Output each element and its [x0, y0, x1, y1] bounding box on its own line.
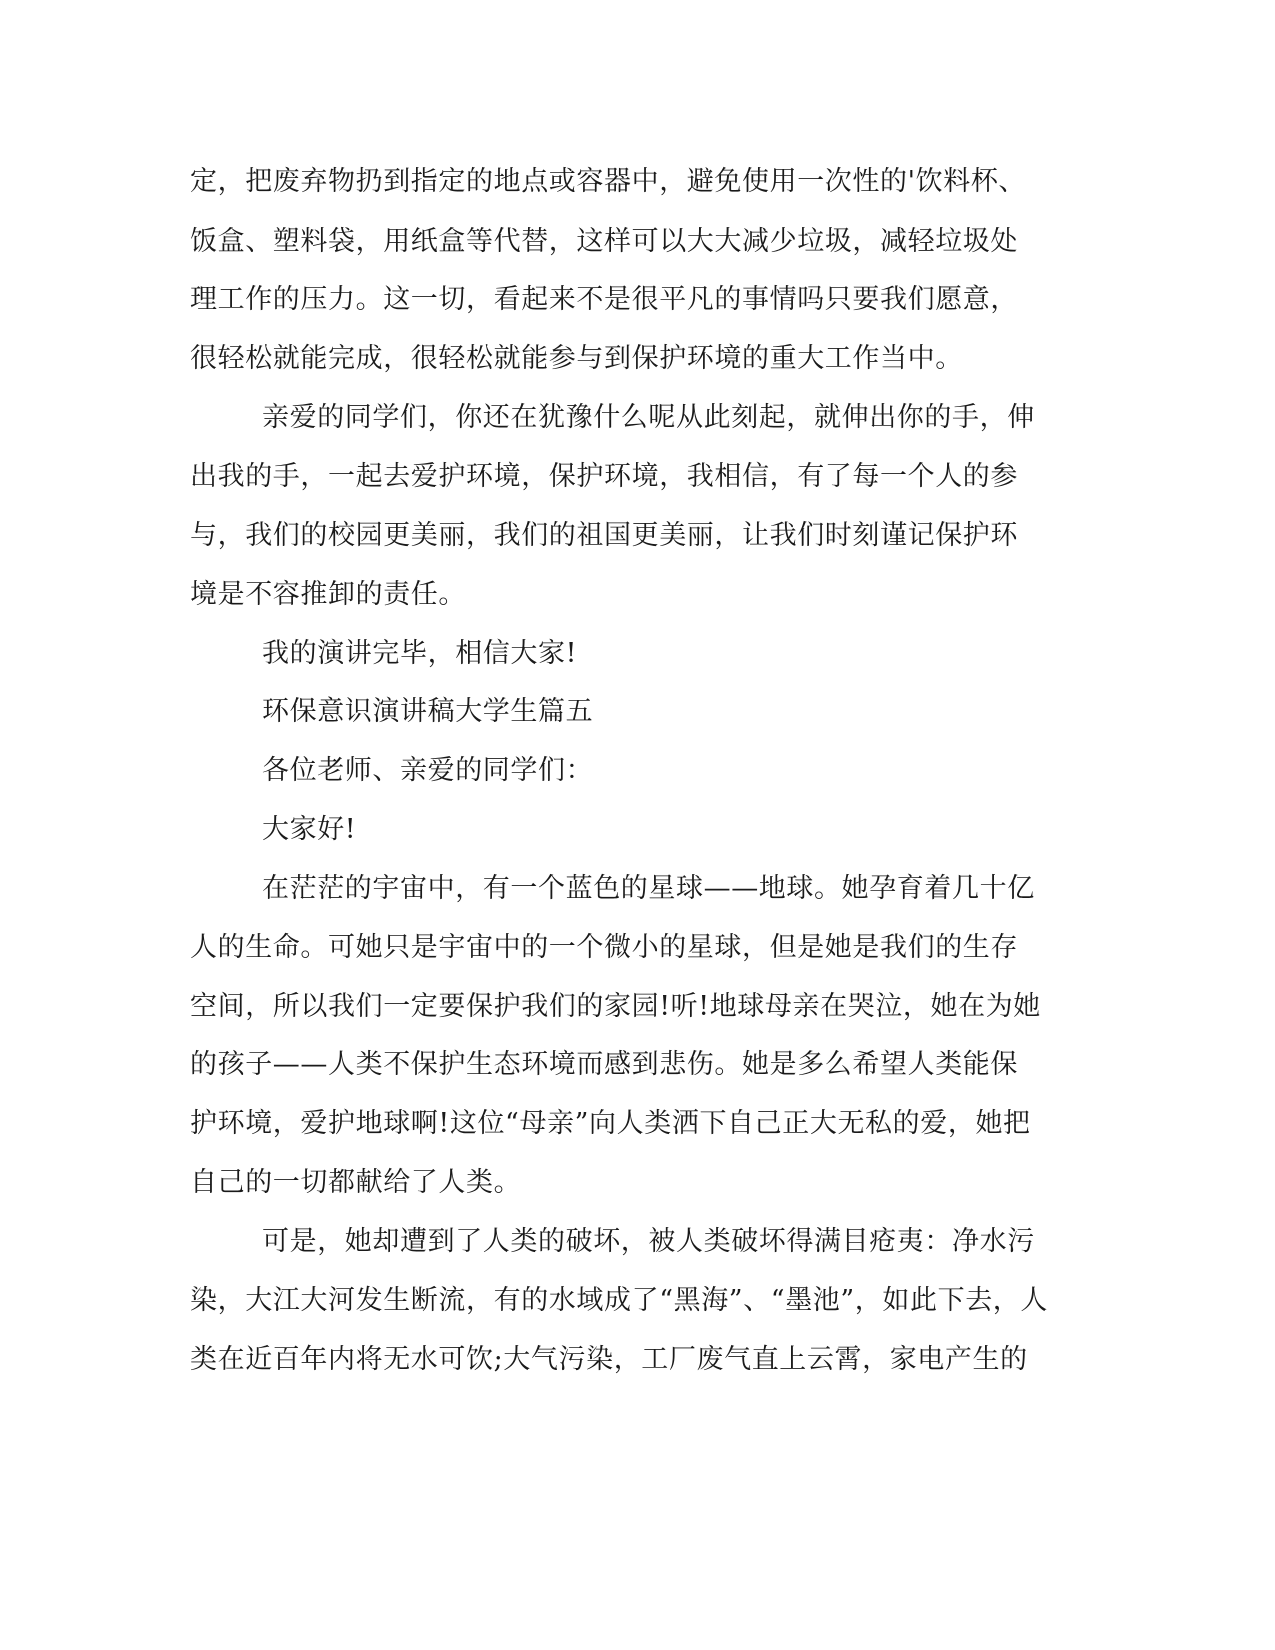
paragraph-line: 出我的手，一起去爱护环境，保护环境，我相信，有了每一个人的参 — [190, 461, 1018, 492]
paragraph-line: 饭盒、塑料袋，用纸盒等代替，这样可以大大减少垃圾，减轻垃圾处 — [190, 226, 1018, 257]
paragraph-line: 人的生命。可她只是宇宙中的一个微小的星球，但是她是我们的生存 — [190, 932, 1018, 963]
paragraph-line: 护环境，爱护地球啊!这位“母亲”向人类洒下自己正大无私的爱，她把 — [190, 1108, 1031, 1139]
paragraph-line: 定，把废弃物扔到指定的地点或容器中，避免使用一次性的'饮料杯、 — [190, 166, 1027, 197]
paragraph-line: 很轻松就能完成，很轻松就能参与到保护环境的重大工作当中。 — [190, 343, 963, 374]
paragraph-line: 类在近百年内将无水可饮;大气污染，工厂废气直上云霄，家电产生的 — [190, 1344, 1028, 1375]
paragraph-line: 空间，所以我们一定要保护我们的家园!听!地球母亲在哭泣，她在为她 — [190, 991, 1041, 1022]
paragraph-line: 的孩子——人类不保护生态环境而感到悲伤。她是多么希望人类能保 — [190, 1049, 1018, 1080]
paragraph-line: 亲爱的同学们，你还在犹豫什么呢从此刻起，就伸出你的手，伸 — [262, 402, 1035, 433]
paragraph-line: 自己的一切都献给了人类。 — [190, 1167, 522, 1198]
paragraph-line: 可是，她却遭到了人类的破坏，被人类破坏得满目疮夷：净水污 — [262, 1226, 1035, 1257]
paragraph-line: 与，我们的校园更美丽，我们的祖国更美丽，让我们时刻谨记保护环 — [190, 520, 1018, 551]
paragraph-line: 理工作的压力。这一切，看起来不是很平凡的事情吗只要我们愿意， — [190, 284, 1018, 315]
paragraph-line: 境是不容推卸的责任。 — [190, 579, 466, 610]
paragraph-line: 染，大江大河发生断流，有的水域成了“黑海”、“墨池”，如此下去，人 — [190, 1285, 1049, 1316]
paragraph-line: 在茫茫的宇宙中，有一个蓝色的星球——地球。她孕育着几十亿 — [262, 873, 1035, 904]
salutation: 各位老师、亲爱的同学们： — [262, 755, 594, 786]
section-title: 环保意识演讲稿大学生篇五 — [262, 696, 594, 727]
greeting: 大家好! — [262, 814, 357, 845]
closing-line: 我的演讲完毕，相信大家! — [262, 638, 578, 669]
